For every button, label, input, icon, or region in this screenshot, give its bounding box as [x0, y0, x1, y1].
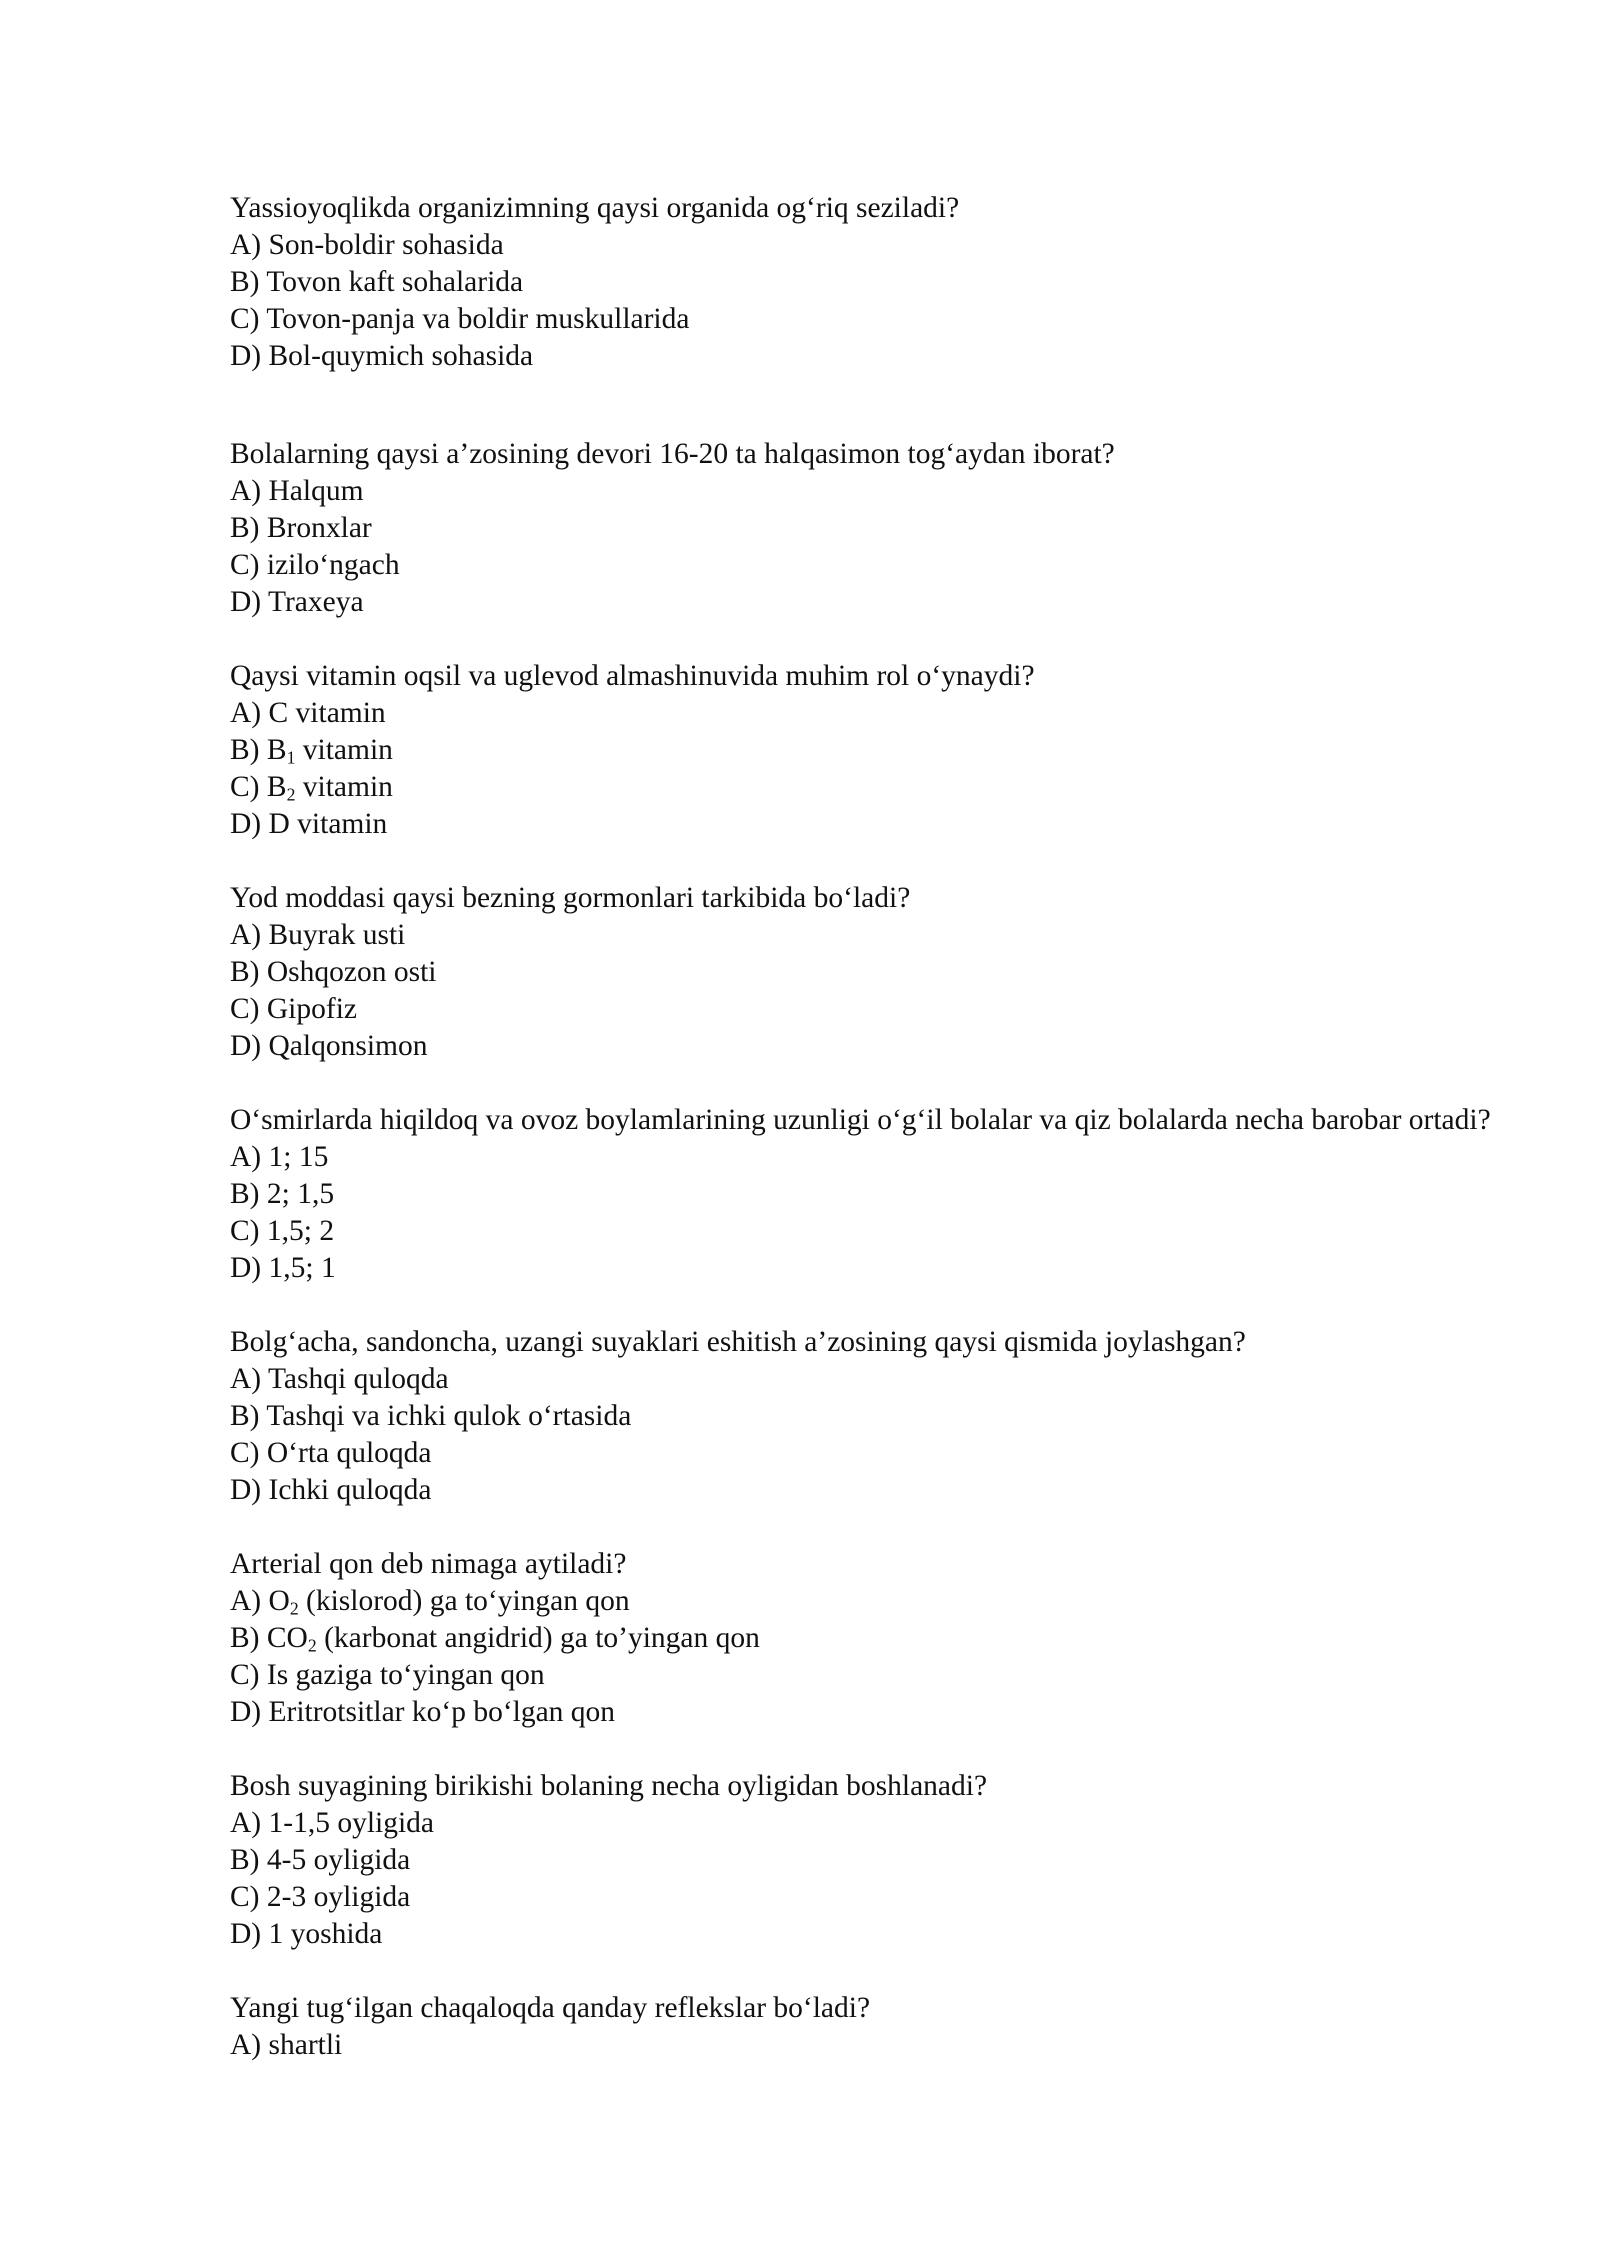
option-prefix: B) CO: [230, 1622, 308, 1654]
option-prefix: A) O: [230, 1585, 290, 1617]
option-suffix: vitamin: [295, 771, 393, 803]
question-block: [230, 436, 1520, 621]
question-text: O‘smirlarda hiqildoq va ovoz boylamlarining uzunligi o‘g‘il bolalar va qiz bolalarda necha barobar ortadi?: [230, 1104, 1491, 1136]
option-a: A) Halqum: [230, 475, 364, 507]
option-c: C) 2-3 oyligida: [230, 1881, 411, 1913]
quiz-content: [230, 190, 1520, 2101]
subscript: 2: [286, 784, 296, 805]
option-b: [230, 1620, 1520, 1657]
option-a: A) shartli: [230, 2029, 343, 2061]
question-block: [230, 1546, 1520, 1731]
option-c: C) izilo‘ngach: [230, 549, 400, 581]
option-b: B) Tashqi va ichki qulok o‘rtasida: [230, 1400, 632, 1432]
question-text: Arterial qon deb nimaga aytiladi?: [230, 1548, 627, 1580]
option-b: B) Bronxlar: [230, 512, 372, 544]
question-block: [230, 190, 1520, 375]
option-b: B) Oshqozon osti: [230, 956, 437, 988]
option-prefix: C) B: [230, 771, 287, 803]
question-text: Bosh suyagining birikishi bolaning necha oyligidan boshlanadi?: [230, 1770, 988, 1802]
option-b: B) 2; 1,5: [230, 1178, 335, 1210]
option-b: B) 4-5 oyligida: [230, 1844, 411, 1876]
option-a: A) Son-boldir sohasida: [230, 229, 504, 261]
option-a: [230, 1583, 1520, 1620]
option-c: [230, 769, 1520, 806]
option-c: C) Tovon-panja va boldir muskullarida: [230, 303, 690, 335]
subscript: 2: [289, 1598, 299, 1619]
option-d: D) Traxeya: [230, 586, 364, 618]
option-a: A) 1-1,5 oyligida: [230, 1807, 435, 1839]
question-block: [230, 658, 1520, 843]
option-suffix: (kislorod) ga to‘yingan qon: [298, 1585, 630, 1617]
option-d: D) Eritrotsitlar ko‘p bo‘lgan qon: [230, 1696, 616, 1728]
option-suffix: (karbonat angidrid) ga to’yingan qon: [316, 1622, 760, 1654]
option-suffix: vitamin: [295, 734, 393, 766]
option-prefix: B) B: [230, 734, 287, 766]
question-block: [230, 1324, 1520, 1509]
subscript: 1: [286, 747, 296, 768]
subscript: 2: [307, 1635, 317, 1656]
question-block: [230, 1990, 1520, 2064]
question-block: [230, 880, 1520, 1065]
option-a: A) Buyrak usti: [230, 919, 406, 951]
option-d: D) Bol-quymich sohasida: [230, 340, 534, 372]
option-c: C) O‘rta quloqda: [230, 1437, 432, 1469]
question-text: Yassioyoqlikda organizimning qaysi organida og‘riq seziladi?: [230, 192, 960, 224]
option-c: C) Gipofiz: [230, 993, 357, 1025]
question-text: Bolg‘acha, sandoncha, uzangi suyaklari eshitish a’zosining qaysi qismida joylashgan?: [230, 1326, 1246, 1358]
question-text: Yangi tug‘ilgan chaqaloqda qanday reflekslar bo‘ladi?: [230, 1992, 871, 2024]
option-d: D) 1,5; 1: [230, 1252, 336, 1284]
option-d: D) D vitamin: [230, 808, 388, 840]
option-a: A) Tashqi quloqda: [230, 1363, 449, 1395]
question-block: [230, 1768, 1520, 1953]
question-text: Bolalarning qaysi a’zosining devori 16-20 ta halqasimon tog‘aydan iborat?: [230, 438, 1115, 470]
question-block: [230, 1102, 1520, 1287]
question-text: Qaysi vitamin oqsil va uglevod almashinuvida muhim rol o‘ynaydi?: [230, 660, 1035, 692]
option-c: C) Is gaziga to‘yingan qon: [230, 1659, 545, 1691]
option-a: A) C vitamin: [230, 697, 386, 729]
option-d: D) 1 yoshida: [230, 1918, 383, 1950]
option-d: D) Qalqonsimon: [230, 1030, 428, 1062]
option-b: B) Tovon kaft sohalarida: [230, 266, 524, 298]
option-b: [230, 732, 1520, 769]
option-a: A) 1; 15: [230, 1141, 329, 1173]
question-text: Yod moddasi qaysi bezning gormonlari tarkibida bo‘ladi?: [230, 882, 911, 914]
option-d: D) Ichki quloqda: [230, 1474, 432, 1506]
option-c: C) 1,5; 2: [230, 1215, 335, 1247]
